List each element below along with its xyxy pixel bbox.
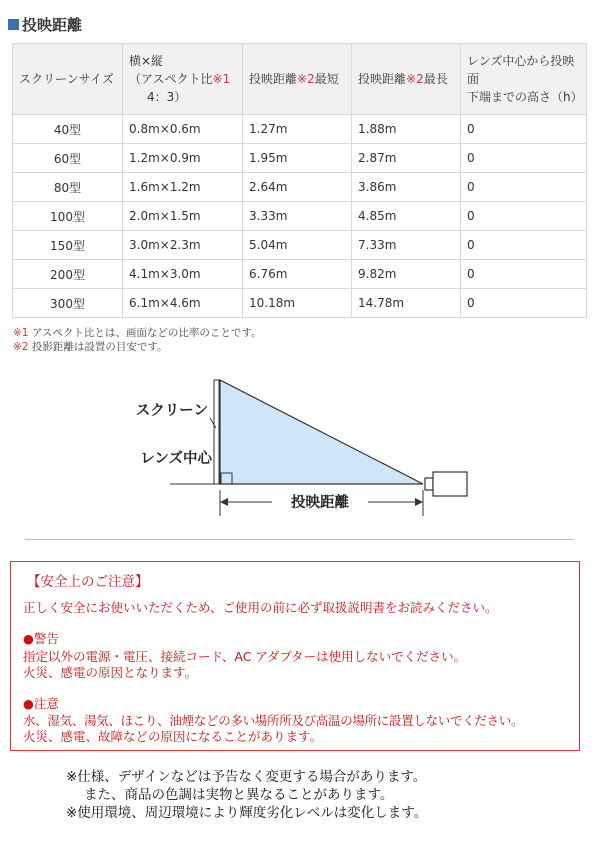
footnote-2: ※2 投影距離は設置の目安です。	[13, 341, 168, 353]
projection-diagram	[120, 378, 485, 518]
table-header-row	[13, 44, 587, 115]
cell-dimensions: 4.1m×3.0m	[123, 260, 243, 289]
cell-dimensions: 1.2m×0.9m	[123, 144, 243, 173]
cell-max-distance: 14.78m	[352, 289, 461, 318]
screen-panel	[214, 380, 219, 484]
cell-max-distance: 3.86m	[352, 173, 461, 202]
projection-distance-table	[12, 43, 587, 318]
caution-title: ●注意	[23, 696, 59, 711]
section-title	[8, 14, 82, 35]
cell-size: 150型	[13, 231, 123, 260]
lens-center-label: レンズ中心	[140, 451, 212, 467]
cell-size: 300型	[13, 289, 123, 318]
section-title-text: 投映距離	[22, 16, 83, 34]
cell-dimensions: 6.1m×4.6m	[123, 289, 243, 318]
cell-lens-height: 0	[461, 231, 587, 260]
arrow-left-icon	[220, 498, 228, 506]
table-row	[13, 260, 587, 289]
safety-title: 【安全上のご注意】	[27, 574, 149, 590]
table-row	[13, 202, 587, 231]
cell-min-distance: 1.95m	[243, 144, 352, 173]
cell-min-distance: 1.27m	[243, 115, 352, 144]
cell-size: 80型	[13, 173, 123, 202]
distance-label: 投映距離	[291, 495, 349, 511]
cell-size: 100型	[13, 202, 123, 231]
header-lens-height: レンズ中心から投映面 下端までの高さ（h）	[461, 44, 587, 115]
cell-dimensions: 1.6m×1.2m	[123, 173, 243, 202]
cell-max-distance: 2.87m	[352, 144, 461, 173]
table-row	[13, 289, 587, 318]
table-row	[13, 144, 587, 173]
header-max-distance: 投映距離※2最長	[352, 44, 461, 115]
header-screen-size: スクリーンサイズ	[13, 44, 123, 115]
header-dimensions: 横×縦 （アスペクト比※1 4：3）	[123, 44, 243, 115]
warning-line-2: 火災、感電の原因となります。	[23, 665, 198, 680]
arrow-right-icon	[415, 498, 423, 506]
cell-min-distance: 5.04m	[243, 231, 352, 260]
footer-line-3: ※使用環境、周辺環境により輝度劣化レベルは変化します。	[66, 805, 428, 821]
footnote-1: ※1 アスペクト比とは、画面などの比率のことです。	[13, 327, 262, 339]
cell-max-distance: 7.33m	[352, 231, 461, 260]
cell-min-distance: 3.33m	[243, 202, 352, 231]
warning-title: ●警告	[23, 631, 59, 646]
caution-line-1: 水、湿気、湯気、ほこり、油煙などの多い場所所及び高温の場所に設置しないでください。	[23, 713, 524, 728]
cell-lens-height: 0	[461, 115, 587, 144]
footer-notes	[66, 768, 427, 822]
warning-line-1: 指定以外の電源・電圧、接続コード、AC アダプターは使用しないでください。	[23, 649, 467, 664]
cell-dimensions: 3.0m×2.3m	[123, 231, 243, 260]
cell-min-distance: 10.18m	[243, 289, 352, 318]
projector-icon	[425, 472, 467, 496]
cell-max-distance: 9.82m	[352, 260, 461, 289]
cell-size: 60型	[13, 144, 123, 173]
safety-notice-box	[10, 561, 580, 751]
cell-lens-height: 0	[461, 202, 587, 231]
cell-lens-height: 0	[461, 289, 587, 318]
table-footnotes	[13, 326, 262, 354]
cell-lens-height: 0	[461, 260, 587, 289]
cell-max-distance: 1.88m	[352, 115, 461, 144]
cell-lens-height: 0	[461, 144, 587, 173]
header-min-distance: 投映距離※2最短	[243, 44, 352, 115]
cell-min-distance: 2.64m	[243, 173, 352, 202]
section-divider	[25, 539, 573, 540]
projection-triangle	[220, 380, 423, 484]
square-bullet-icon	[8, 19, 19, 30]
cell-dimensions: 0.8m×0.6m	[123, 115, 243, 144]
cell-size: 200型	[13, 260, 123, 289]
table-row	[13, 231, 587, 260]
screen-label: スクリーン	[135, 403, 208, 419]
cell-dimensions: 2.0m×1.5m	[123, 202, 243, 231]
cell-max-distance: 4.85m	[352, 202, 461, 231]
cell-lens-height: 0	[461, 173, 587, 202]
safety-intro: 正しく安全にお使いいただくため、ご使用の前に必ず取扱説明書をお読みください。	[23, 600, 498, 615]
table-row	[13, 115, 587, 144]
caution-line-2: 火災、感電、故障などの原因になることがあります。	[23, 729, 323, 744]
cell-min-distance: 6.76m	[243, 260, 352, 289]
footer-line-2: また、商品の色調は実物と異なることがあります。	[84, 787, 394, 803]
footer-line-1: ※仕様、デザインなどは予告なく変更する場合があります。	[66, 769, 427, 785]
table-row	[13, 173, 587, 202]
cell-size: 40型	[13, 115, 123, 144]
